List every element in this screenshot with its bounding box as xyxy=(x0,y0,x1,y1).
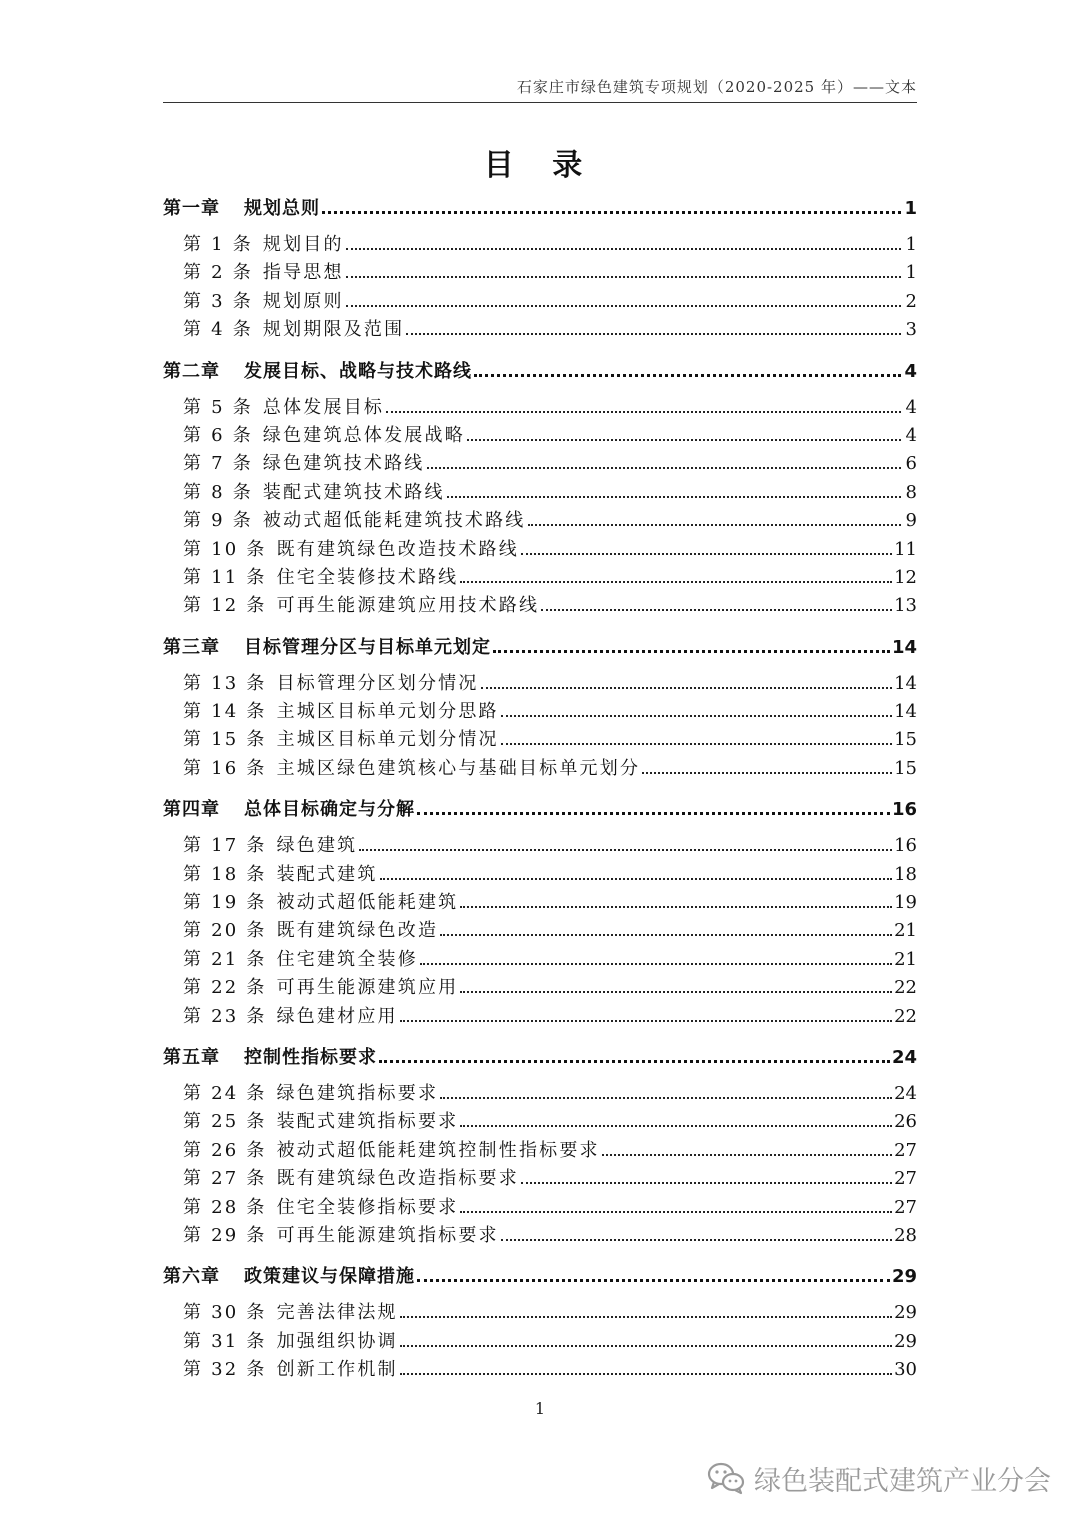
article-number: 第 12 条 xyxy=(183,595,267,617)
page-ref: 4 xyxy=(905,396,917,418)
dot-leader xyxy=(406,333,901,335)
toc-article-entry[interactable] xyxy=(163,592,917,620)
chapter-title: 控制性指标要求 xyxy=(244,1046,377,1068)
toc-article-entry[interactable] xyxy=(163,1194,917,1222)
article-number: 第 13 条 xyxy=(183,672,267,694)
page-ref: 18 xyxy=(894,863,917,885)
page-ref: 1 xyxy=(905,262,917,284)
toc-article-entry[interactable] xyxy=(163,946,917,974)
page-ref: 22 xyxy=(894,1005,917,1027)
dot-leader xyxy=(400,1373,892,1375)
chapter-number: 第四章 xyxy=(163,799,220,821)
page-ref: 15 xyxy=(894,729,917,751)
chapter-gap xyxy=(163,621,917,631)
dot-leader xyxy=(440,1097,892,1099)
dot-leader xyxy=(379,1060,890,1063)
page-ref: 16 xyxy=(891,799,917,821)
page-ref: 13 xyxy=(894,595,917,617)
running-header: 石家庄市绿色建筑专项规划（2020-2025 年）——文本 xyxy=(163,76,917,103)
article-title: 可再生能源建筑指标要求 xyxy=(276,1224,499,1246)
toc-chapter-entry[interactable] xyxy=(163,631,917,670)
toc-article-entry[interactable] xyxy=(163,726,917,754)
article-number: 第 11 条 xyxy=(183,566,267,588)
article-title: 被动式超低能耗建筑 xyxy=(276,892,459,914)
dot-leader xyxy=(447,496,901,498)
page-ref: 29 xyxy=(894,1302,917,1324)
page-ref: 1 xyxy=(905,234,917,255)
article-title: 主城区目标单元划分思路 xyxy=(276,701,499,723)
table-of-contents xyxy=(163,192,917,1385)
article-number: 第 9 条 xyxy=(183,510,253,532)
page-ref: 27 xyxy=(894,1196,917,1218)
article-title: 既有建筑绿色改造指标要求 xyxy=(276,1168,519,1190)
toc-article-entry[interactable] xyxy=(163,422,917,450)
article-title: 住宅全装修技术路线 xyxy=(276,566,459,588)
page-ref: 19 xyxy=(894,892,917,914)
dot-leader xyxy=(400,1345,892,1347)
dot-leader xyxy=(346,248,901,250)
toc-article-entry[interactable] xyxy=(163,394,917,422)
toc-article-entry[interactable] xyxy=(163,564,917,592)
article-title: 被动式超低能耗建筑控制性指标要求 xyxy=(276,1139,600,1161)
page-title: 目 录 xyxy=(483,148,597,183)
page-ref: 2 xyxy=(905,290,917,312)
chapter-number: 第五章 xyxy=(163,1046,220,1068)
article-number: 第 15 条 xyxy=(183,729,267,751)
dot-leader xyxy=(481,687,893,689)
article-number: 第 26 条 xyxy=(183,1139,267,1161)
article-title: 规划原则 xyxy=(262,290,344,312)
article-number: 第 2 条 xyxy=(183,262,253,284)
article-title: 可再生能源建筑应用 xyxy=(276,977,459,999)
watermark xyxy=(706,1458,1051,1498)
article-title: 可再生能源建筑应用技术路线 xyxy=(276,595,540,617)
article-number: 第 10 条 xyxy=(183,538,267,560)
article-title: 主城区绿色建筑核心与基础目标单元划分 xyxy=(276,757,641,779)
page-ref: 30 xyxy=(894,1359,917,1381)
article-title: 住宅建筑全装修 xyxy=(276,948,418,970)
article-title: 完善法律法规 xyxy=(276,1302,398,1324)
article-title: 住宅全装修指标要求 xyxy=(276,1196,459,1218)
dot-leader xyxy=(493,650,890,653)
toc-article-entry[interactable] xyxy=(163,755,917,783)
chapter-title: 发展目标、战略与技术路线 xyxy=(244,360,472,382)
toc-article-entry[interactable] xyxy=(163,670,917,698)
toc-chapter-entry[interactable] xyxy=(163,355,917,394)
dot-leader xyxy=(359,849,892,851)
toc-chapter-entry[interactable] xyxy=(163,1260,917,1299)
page-ref: 29 xyxy=(891,1266,917,1288)
page-ref: 27 xyxy=(894,1139,917,1161)
article-number: 第 32 条 xyxy=(183,1359,267,1381)
dot-leader xyxy=(501,743,892,745)
dot-leader xyxy=(467,439,901,441)
article-number: 第 14 条 xyxy=(183,701,267,723)
toc-article-entry[interactable] xyxy=(163,832,917,860)
article-number: 第 25 条 xyxy=(183,1111,267,1133)
toc-article-entry[interactable] xyxy=(163,1222,917,1250)
toc-article-entry[interactable] xyxy=(163,1299,917,1327)
toc-article-entry[interactable] xyxy=(163,889,917,917)
article-number: 第 5 条 xyxy=(183,396,253,418)
page-ref: 3 xyxy=(905,319,917,341)
article-number: 第 28 条 xyxy=(183,1196,267,1218)
article-title: 指导思想 xyxy=(262,262,344,284)
article-title: 主城区目标单元划分情况 xyxy=(276,729,499,751)
article-number: 第 21 条 xyxy=(183,948,267,970)
toc-article-entry[interactable] xyxy=(163,450,917,478)
chapter-number: 第六章 xyxy=(163,1266,220,1288)
dot-leader xyxy=(541,609,892,611)
dot-leader xyxy=(417,812,890,815)
article-title: 绿色建筑技术路线 xyxy=(262,453,425,475)
page-ref: 12 xyxy=(894,566,917,588)
dot-leader xyxy=(346,276,901,278)
page-ref: 14 xyxy=(891,636,917,658)
toc-chapter-entry[interactable] xyxy=(163,192,917,231)
article-number: 第 3 条 xyxy=(183,290,253,312)
page-ref: 8 xyxy=(905,481,917,503)
toc-article-entry[interactable] xyxy=(163,536,917,564)
dot-leader xyxy=(501,1239,892,1241)
dot-leader xyxy=(440,934,892,936)
article-title: 既有建筑绿色改造 xyxy=(276,920,439,942)
article-title: 目标管理分区划分情况 xyxy=(276,672,479,694)
dot-leader xyxy=(521,553,892,555)
page-ref: 15 xyxy=(894,757,917,779)
page-ref: 26 xyxy=(894,1111,917,1133)
article-number: 第 16 条 xyxy=(183,757,267,779)
article-number: 第 1 条 xyxy=(183,234,253,255)
chapter-title: 规划总则 xyxy=(244,198,320,219)
dot-leader xyxy=(400,1020,892,1022)
article-title: 被动式超低能耗建筑技术路线 xyxy=(262,510,526,532)
page-ref: 1 xyxy=(904,198,917,219)
dot-leader xyxy=(474,374,901,377)
page-ref: 28 xyxy=(894,1224,917,1246)
toc-article-entry[interactable] xyxy=(163,1003,917,1031)
article-title: 总体发展目标 xyxy=(262,396,385,418)
chapter-gap xyxy=(163,783,917,793)
article-title: 装配式建筑技术路线 xyxy=(262,481,445,503)
article-number: 第 30 条 xyxy=(183,1302,267,1324)
page-ref: 4 xyxy=(904,360,917,382)
dot-leader xyxy=(420,963,892,965)
article-title: 规划期限及范围 xyxy=(262,319,405,341)
chapter-number: 第一章 xyxy=(163,198,220,219)
chapter-title: 目标管理分区与目标单元划定 xyxy=(244,636,491,658)
page-ref: 4 xyxy=(905,424,917,446)
page-ref: 16 xyxy=(894,835,917,857)
toc-article-entry[interactable] xyxy=(163,1356,917,1384)
article-number: 第 20 条 xyxy=(183,920,267,942)
chapter-number: 第三章 xyxy=(163,636,220,658)
toc-article-entry[interactable] xyxy=(163,1137,917,1165)
dot-leader xyxy=(460,991,892,993)
article-number: 第 31 条 xyxy=(183,1330,267,1352)
article-number: 第 19 条 xyxy=(183,892,267,914)
article-title: 加强组织协调 xyxy=(276,1330,398,1352)
page-ref: 29 xyxy=(894,1330,917,1352)
page-ref: 24 xyxy=(894,1082,917,1104)
page-ref: 11 xyxy=(894,538,917,560)
dot-leader xyxy=(346,305,901,307)
dot-leader xyxy=(460,1211,892,1213)
toc-article-entry[interactable] xyxy=(163,1328,917,1356)
toc-article-entry[interactable] xyxy=(163,698,917,726)
page-ref: 27 xyxy=(894,1168,917,1190)
page-ref: 21 xyxy=(894,920,917,942)
article-number: 第 22 条 xyxy=(183,977,267,999)
page-ref: 22 xyxy=(894,977,917,999)
toc-chapter-entry[interactable] xyxy=(163,793,917,832)
dot-leader xyxy=(460,581,892,583)
article-number: 第 8 条 xyxy=(183,481,253,503)
toc-article-entry[interactable] xyxy=(163,974,917,1002)
article-number: 第 6 条 xyxy=(183,424,253,446)
page-ref: 21 xyxy=(894,948,917,970)
page-ref: 14 xyxy=(894,672,917,694)
dot-leader xyxy=(380,878,893,880)
toc-article-entry[interactable] xyxy=(163,288,917,316)
toc-article-entry[interactable] xyxy=(163,479,917,507)
dot-leader xyxy=(400,1316,892,1318)
article-number: 第 18 条 xyxy=(183,863,267,885)
toc-article-entry[interactable] xyxy=(163,917,917,945)
chapter-gap xyxy=(163,1031,917,1041)
article-title: 规划目的 xyxy=(262,234,344,255)
article-number: 第 24 条 xyxy=(183,1082,267,1104)
dot-leader xyxy=(460,1125,892,1127)
dot-leader xyxy=(521,1182,892,1184)
chapter-gap xyxy=(163,1250,917,1260)
chapter-number: 第二章 xyxy=(163,360,220,382)
page-number: 1 xyxy=(534,1399,546,1418)
toc-article-entry[interactable] xyxy=(163,1080,917,1108)
dot-leader xyxy=(602,1154,892,1156)
toc-chapter-entry[interactable] xyxy=(163,1041,917,1080)
toc-article-entry[interactable] xyxy=(163,507,917,535)
toc-article-entry[interactable] xyxy=(163,1165,917,1193)
article-title: 装配式建筑指标要求 xyxy=(276,1111,459,1133)
article-number: 第 23 条 xyxy=(183,1005,267,1027)
chapter-title: 政策建议与保障措施 xyxy=(244,1266,415,1288)
watermark-text: 绿色装配式建筑产业分会 xyxy=(754,1465,1051,1497)
chapter-gap xyxy=(163,345,917,355)
article-title: 既有建筑绿色改造技术路线 xyxy=(276,538,519,560)
dot-leader xyxy=(417,1279,890,1282)
toc-article-entry[interactable] xyxy=(163,861,917,889)
toc-article-entry[interactable] xyxy=(163,259,917,287)
article-title: 绿色建筑指标要求 xyxy=(276,1082,439,1104)
page-ref: 9 xyxy=(905,510,917,532)
dot-leader xyxy=(386,411,901,413)
page-ref: 24 xyxy=(891,1046,917,1068)
dot-leader xyxy=(460,906,892,908)
dot-leader xyxy=(501,715,892,717)
page-ref: 6 xyxy=(905,453,917,475)
wechat-icon xyxy=(706,1461,746,1495)
article-title: 装配式建筑 xyxy=(276,863,378,885)
article-number: 第 27 条 xyxy=(183,1168,267,1190)
article-number: 第 29 条 xyxy=(183,1224,267,1246)
article-title: 绿色建筑 xyxy=(276,835,358,857)
article-title: 创新工作机制 xyxy=(276,1359,398,1381)
article-title: 绿色建材应用 xyxy=(276,1005,398,1027)
article-title: 绿色建筑总体发展战略 xyxy=(262,424,465,446)
dot-leader xyxy=(642,772,892,774)
toc-article-entry[interactable] xyxy=(163,231,917,259)
page-ref: 14 xyxy=(894,701,917,723)
article-number: 第 7 条 xyxy=(183,453,253,475)
article-number: 第 4 条 xyxy=(183,319,253,341)
dot-leader xyxy=(427,467,901,469)
dot-leader xyxy=(322,211,901,214)
article-number: 第 17 条 xyxy=(183,835,267,857)
chapter-title: 总体目标确定与分解 xyxy=(244,799,415,821)
dot-leader xyxy=(528,524,901,526)
toc-article-entry[interactable] xyxy=(163,1108,917,1136)
toc-article-entry[interactable] xyxy=(163,316,917,344)
